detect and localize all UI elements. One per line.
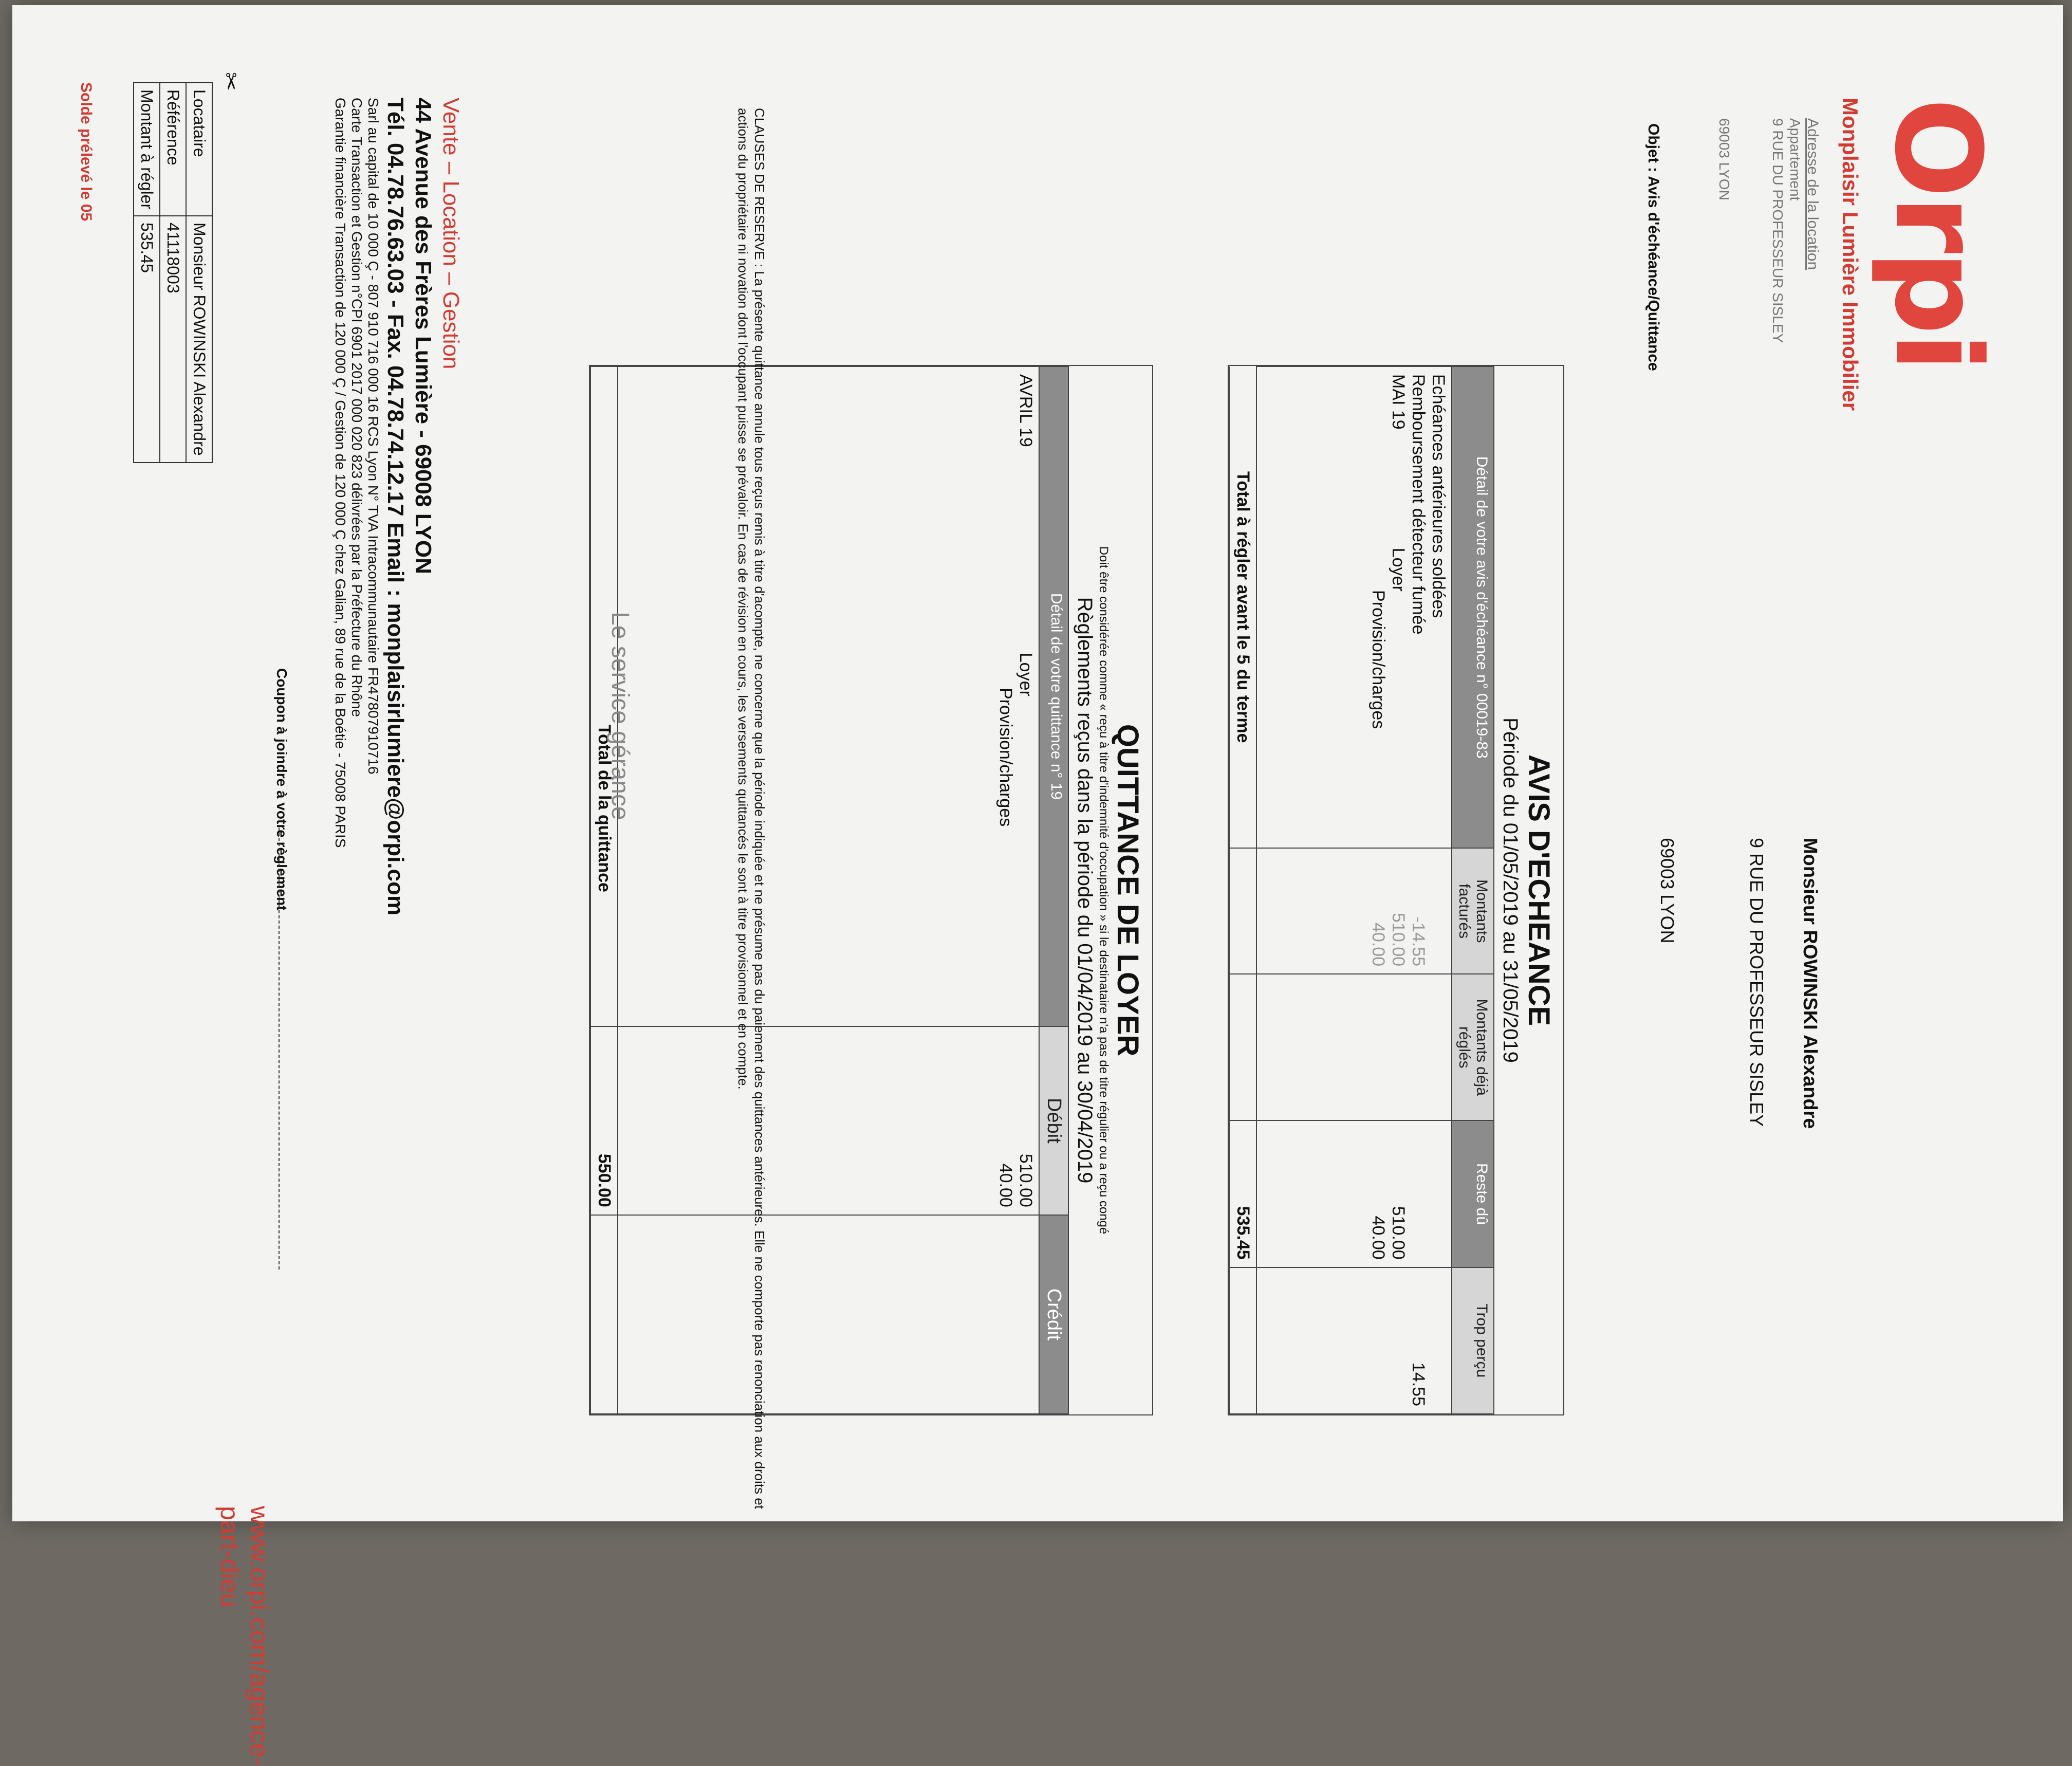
address-type: Appartement <box>1787 118 1803 201</box>
row-sublabel: Loyer <box>1016 652 1035 696</box>
avis-echeance-section <box>1228 365 1564 1415</box>
agency-name: Monplaisir Lumière Immobilier <box>1838 98 1862 411</box>
quittance-detail-header: Détail de votre quittance n° 19 <box>1039 366 1068 1026</box>
amount: 510.00 <box>1389 1206 1408 1260</box>
row-label: Echéances antérieures soldées <box>1429 374 1448 618</box>
col-montants-regles: Montants déjà réglés <box>1452 974 1494 1120</box>
quittance-note: Doit être considérée comme « reçu à titre d'indemnité d'occupation » si le destinataire n'a pas de titre régulier ou a reçu congé <box>1097 546 1111 1235</box>
col-credit: Crédit <box>1039 1215 1068 1414</box>
footer-legal-2: Carte Transaction et Gestion n°CPI 6901 2017 000 020 823 délivrées par la Préfecture du Rhône <box>349 98 365 718</box>
row-label: Remboursement détecteur fumée <box>1409 374 1428 635</box>
coupon-value: 535.45 <box>134 216 160 463</box>
agency-footer <box>332 98 465 915</box>
address-label: Adresse de la location <box>1804 118 1821 270</box>
amount: 40.00 <box>1368 1216 1388 1260</box>
recipient-city: 69003 LYON <box>1657 838 1678 944</box>
row-sublabel: Loyer <box>1389 547 1408 592</box>
footer-activities: Vente – Location – Gestion <box>438 98 464 370</box>
avis-regles-cell <box>1256 974 1452 1120</box>
avis-detail-header: Détail de votre avis d'échéance n° 00019-83 <box>1452 366 1494 848</box>
footer-legal-3: Garantie financière Transaction de 120 000 Ç / Gestion de 120 000 Ç chez Galian, 89 rue de la Boétie - 75008 PARIS <box>332 98 348 848</box>
solde-note: Solde prélevé le 05 <box>78 82 95 222</box>
quittance-credit-cell <box>618 1215 1039 1414</box>
avis-total-value: 535.45 <box>1229 1120 1256 1267</box>
row-label: AVRIL 19 <box>1016 374 1035 447</box>
avis-period: Période du 01/05/2019 au 31/05/2019 <box>1499 718 1522 1063</box>
coupon-label: Montant à régler <box>134 83 160 216</box>
avis-title: AVIS D'ECHEANCE <box>1522 754 1556 1026</box>
footer-address: 44 Avenue des Frères Lumière - 69008 LYON <box>411 98 436 574</box>
rental-address <box>1715 118 1821 343</box>
recipient-block <box>1656 838 1821 1129</box>
scissors-icon: ✂ <box>218 72 243 91</box>
recipient-street: 9 RUE DU PROFESSEUR SISLEY <box>1746 838 1767 1127</box>
quittance-debit-cell <box>618 1026 1039 1215</box>
amount: 14.55 <box>1409 1362 1428 1406</box>
address-street: 9 RUE DU PROFESSEUR SISLEY <box>1770 118 1786 343</box>
amount: 510.00 <box>1016 1153 1035 1207</box>
address-city: 69003 LYON <box>1716 118 1732 200</box>
amount: 510.00 <box>1389 913 1408 967</box>
col-reste-du: Reste dû <box>1452 1120 1494 1267</box>
orpi-logo: Orpi <box>1868 98 2006 370</box>
col-trop-percu: Trop perçu <box>1452 1267 1494 1414</box>
coupon-label: Référence <box>160 83 186 216</box>
quittance-total-value: 550.00 <box>590 1026 618 1215</box>
col-debit: Débit <box>1039 1026 1068 1215</box>
avis-labels <box>1256 366 1452 848</box>
footer-contact: Tél. 04.78.76.63.03 - Fax. 04.78.74.12.17 Email : monplaisirlumiere@orpi.com <box>383 98 408 916</box>
amount: -14.55 <box>1409 916 1428 967</box>
clauses-reserve: CLAUSES DE RESERVE : La présente quittance annule tous reçus remis à titre d'acompte, ne concerne que la période indiquée et ne présume pas du paiement des quittances antérieures. Elle ne comporte pas renonciation aux droits et actions du propriétaire ni novation dont l'occupant puisse se prévaloir. En cas de révision en cours, les versements quittancés le sont à titre provisionnel et en compte. <box>735 108 767 1509</box>
quittance-total-label: Total de la quittance <box>590 366 618 1026</box>
avis-total-label: Total à régler avant le 5 du terme <box>1229 366 1256 848</box>
subject-line: Objet : Avis d'échéance/Quittance <box>1645 123 1662 371</box>
coupon-title: Coupon à joindre à votre règlement <box>274 668 290 911</box>
service-signature: Le service gérance <box>606 612 634 820</box>
quittance-labels <box>618 366 1039 1026</box>
avis-reste-cell <box>1256 1120 1452 1267</box>
quittance-section <box>589 365 1153 1415</box>
col-montants-factures: Montants facturés <box>1452 848 1494 974</box>
row-label: MAI 19 <box>1389 374 1408 430</box>
agency-website: www.orpi.com/agence-part-dieu <box>215 1506 274 1766</box>
coupon-value: 41118003 <box>160 216 186 463</box>
coupon-label: Locataire <box>186 83 212 216</box>
recipient-name: Monsieur ROWINSKI Alexandre <box>1799 838 1821 1129</box>
row-sublabel: Provision/charges <box>1368 590 1388 729</box>
coupon-value: Monsieur ROWINSKI Alexandre <box>186 216 212 463</box>
amount: 40.00 <box>1368 922 1388 967</box>
row-sublabel: Provision/charges <box>996 688 1015 827</box>
avis-factures-cell <box>1256 848 1452 974</box>
cut-line <box>279 827 280 1270</box>
amount: 40.00 <box>996 1163 1015 1207</box>
footer-legal-1: Sarl au capital de 10 000 Ç - 807 910 716 000 16 RCS Lyon N° TVA Intracommunautaire FR47807910716 <box>365 98 381 775</box>
avis-table <box>1229 366 1494 1414</box>
quittance-period: Règlements reçus dans la période du 01/04/2019 au 30/04/2019 <box>1074 597 1096 1184</box>
avis-trop-cell <box>1256 1267 1452 1414</box>
coupon-table <box>133 82 213 463</box>
quittance-table <box>590 366 1069 1414</box>
quittance-title: QUITTANCE DE LOYER <box>1111 724 1144 1057</box>
avis-rows <box>1256 366 1452 1414</box>
document-page <box>12 5 2063 1766</box>
